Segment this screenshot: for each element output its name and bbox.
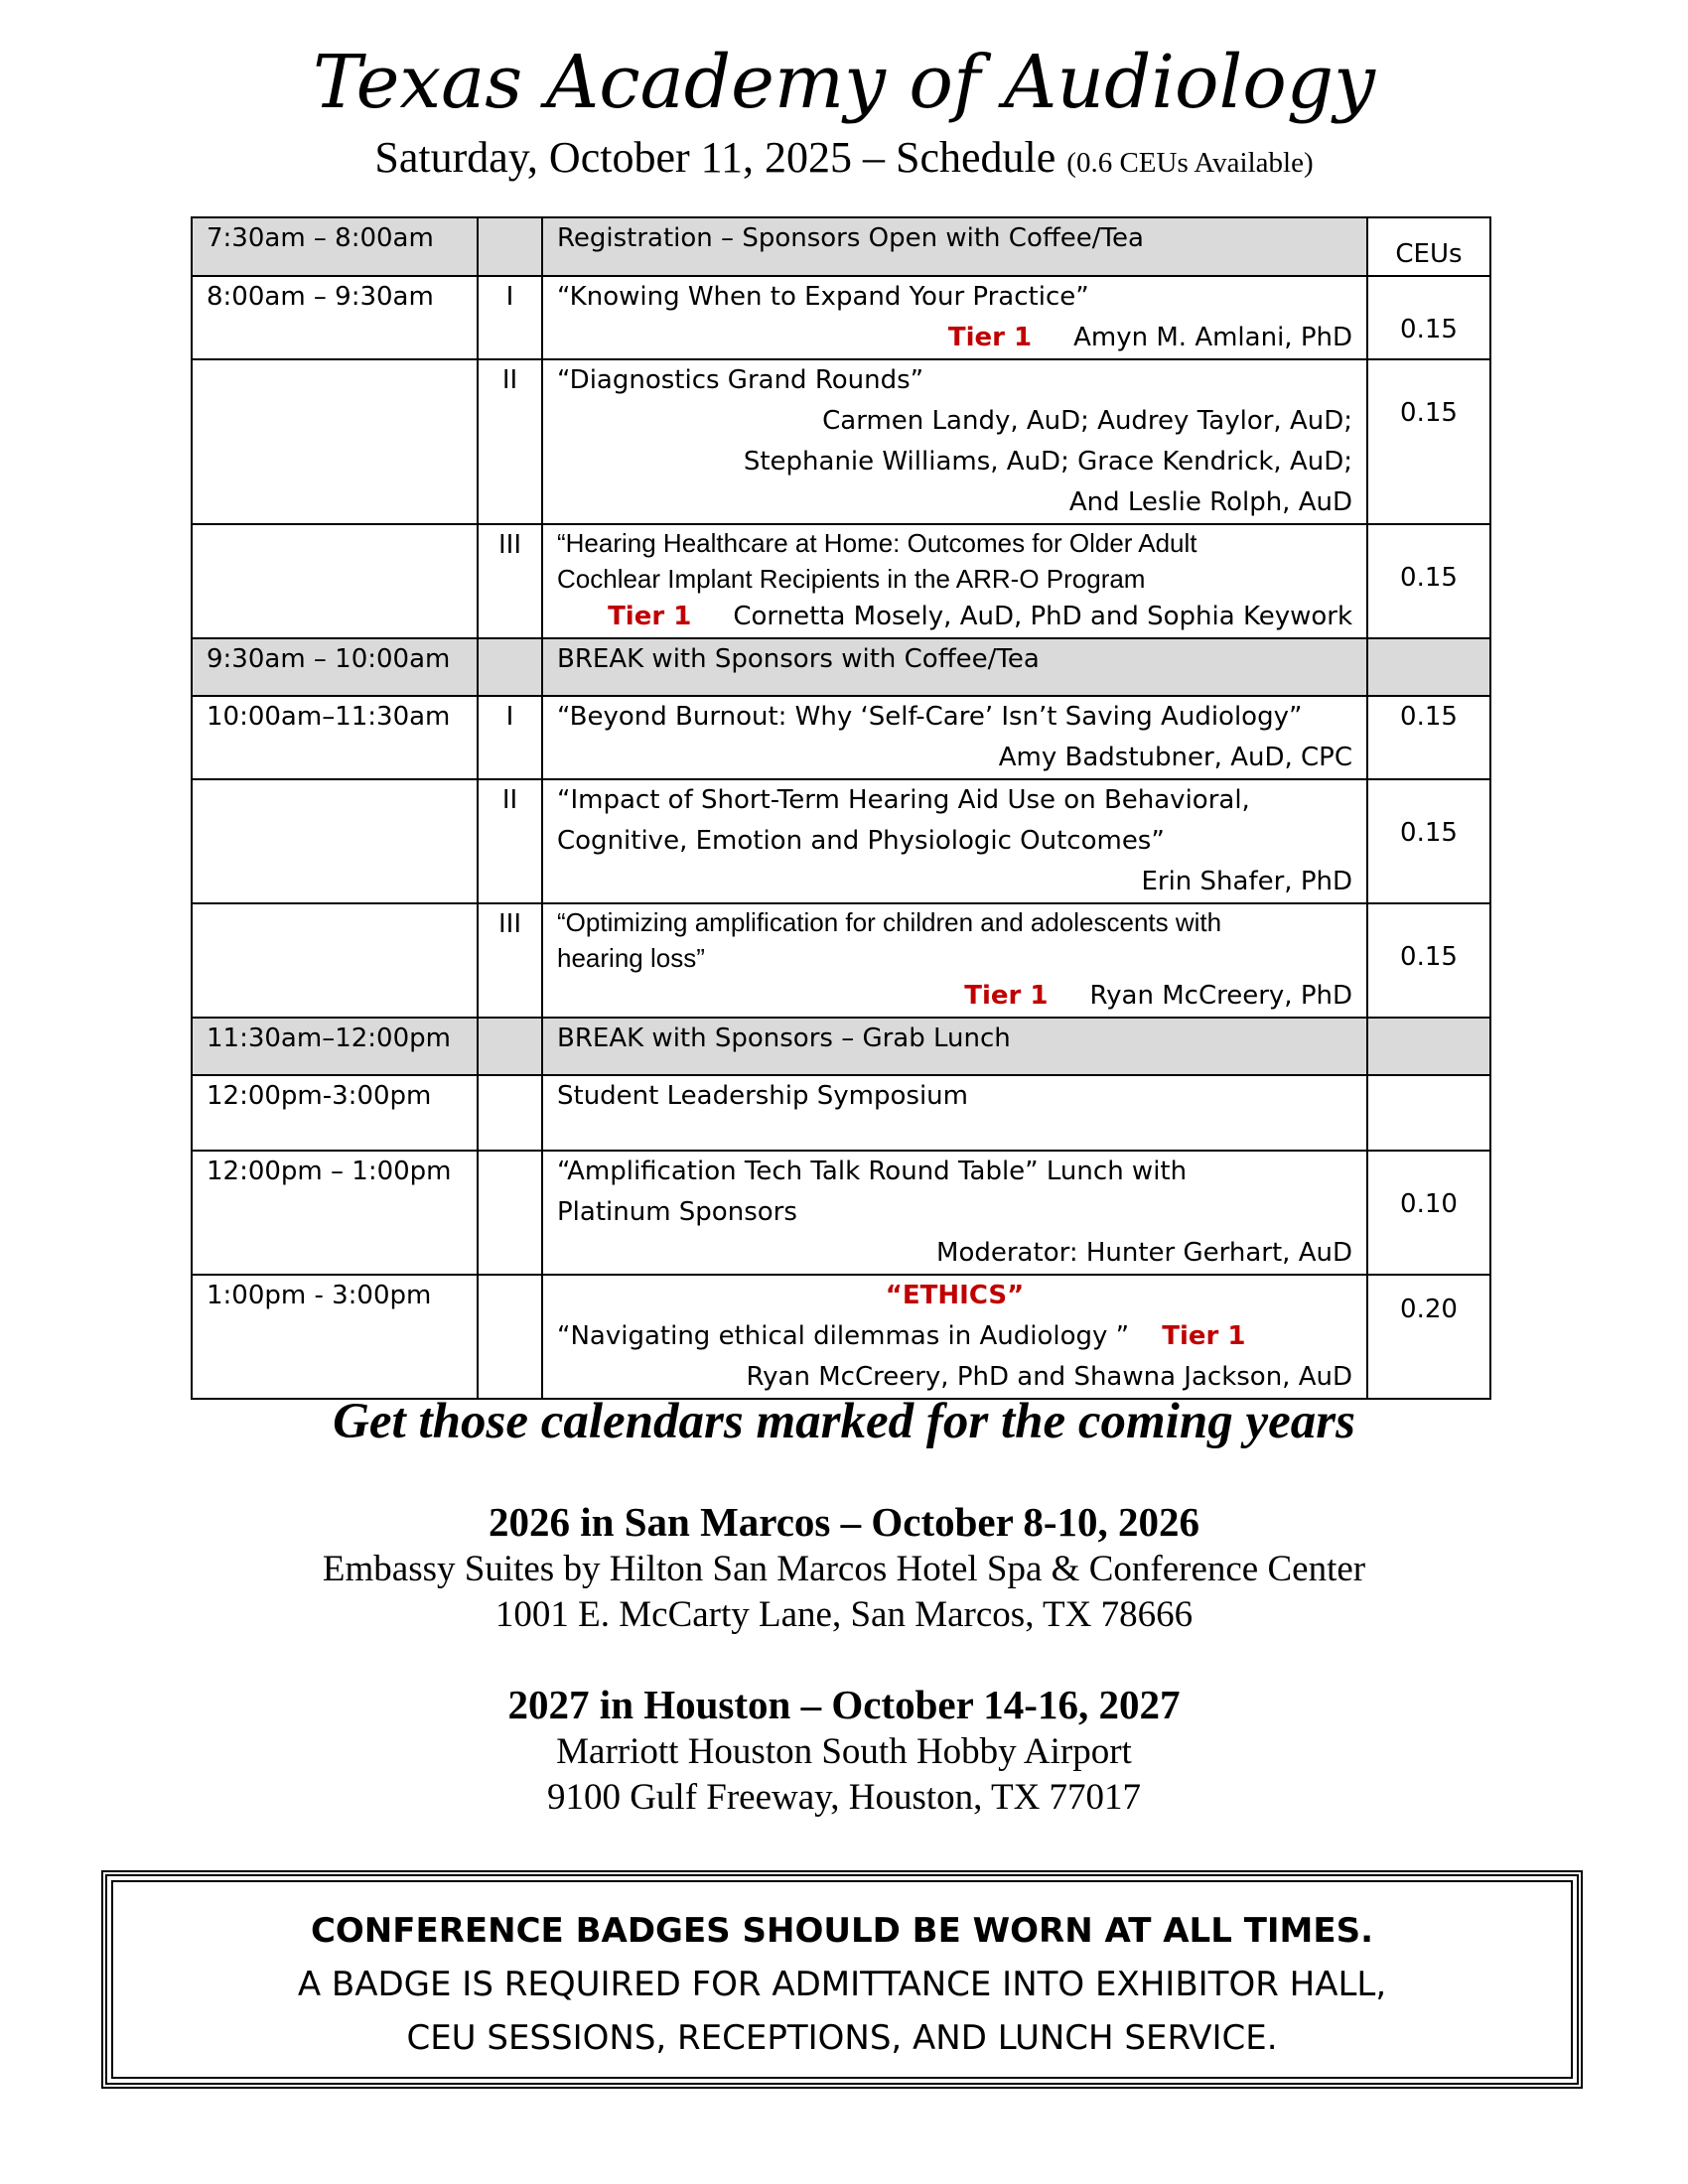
speaker-line [557, 976, 1352, 1017]
session-cell [542, 359, 1367, 524]
ceu-cell: 0.15 [1367, 276, 1490, 359]
calendar-heading: Get those calendars marked for the coming years [333, 1394, 1355, 1449]
time-cell: 9:30am – 10:00am [192, 638, 478, 696]
session-title-line: Platinum Sponsors [557, 1197, 797, 1227]
speaker-line: Stephanie Williams, AuD; Grace Kendrick, AuD; [743, 447, 1352, 477]
time-cell: 12:00pm – 1:00pm [192, 1151, 478, 1275]
speaker-name: Moderator: Hunter Gerhart, AuD [936, 1238, 1352, 1268]
speaker-line [557, 318, 1352, 358]
table-row [192, 524, 1490, 638]
session-cell [542, 1275, 1367, 1399]
time-cell: 8:00am – 9:30am [192, 276, 478, 359]
table-row [192, 276, 1490, 359]
ceu-cell: 0.15 [1367, 903, 1490, 1018]
session-number-cell: II [478, 359, 542, 524]
speaker-name: Amy Badstubner, AuD, CPC [998, 743, 1352, 772]
ethics-label: “ETHICS” [885, 1281, 1025, 1310]
session-title-line: “Impact of Short-Term Hearing Aid Use on Behavioral, [557, 785, 1250, 815]
session-cell: Registration – Sponsors Open with Coffee/Tea [542, 217, 1367, 276]
session-cell: Student Leadership Symposium [542, 1075, 1367, 1151]
table-row [192, 1275, 1490, 1399]
future-meeting-title: 2026 in San Marcos – October 8-10, 2026 [489, 1499, 1199, 1545]
ceu-cell: 0.15 [1367, 696, 1490, 779]
ceu-cell: 0.15 [1367, 779, 1490, 903]
session-number-cell [478, 1151, 542, 1275]
table-row [192, 903, 1490, 1018]
speaker-line: And Leslie Rolph, AuD [1068, 487, 1352, 517]
table-row [192, 217, 1490, 276]
ceu-cell [1367, 1018, 1490, 1075]
future-meeting-2026 [0, 1497, 1688, 1638]
badge-notice-line: CONFERENCE BADGES SHOULD BE WORN AT ALL TIMES. [310, 1911, 1374, 1951]
session-cell [542, 779, 1367, 903]
session-number-cell [478, 1075, 542, 1151]
future-meeting-address: 9100 Gulf Freeway, Houston, TX 77017 [546, 1777, 1142, 1818]
page-subtitle [0, 131, 1688, 190]
badge-notice-line: CEU SESSIONS, RECEPTIONS, AND LUNCH SERVICE. [406, 2018, 1278, 2058]
session-cell [542, 524, 1367, 638]
speaker-name: Cornetta Mosely, AuD, PhD and Sophia Keywork [733, 602, 1352, 631]
future-meeting-title: 2027 in Houston – October 14-16, 2027 [507, 1682, 1181, 1727]
schedule-date: Saturday, October 11, 2025 – Schedule [374, 133, 1056, 182]
page-title: Texas Academy of Audiology [313, 40, 1375, 125]
future-meeting-venue: Embassy Suites by Hilton San Marcos Hotel Spa & Conference Center [322, 1549, 1366, 1589]
session-title-line: Cognitive, Emotion and Physiologic Outcomes” [557, 826, 1165, 856]
session-number-cell [478, 1275, 542, 1399]
tier-badge: Tier 1 [947, 323, 1033, 352]
badge-notice-box [101, 1870, 1583, 2089]
time-cell: 11:30am–12:00pm [192, 1018, 478, 1075]
session-cell [542, 1151, 1367, 1275]
ceu-cell: 0.15 [1367, 524, 1490, 638]
session-number-cell: III [478, 903, 542, 1018]
table-row [192, 779, 1490, 903]
time-cell [192, 903, 478, 1018]
speaker-line [557, 597, 1352, 637]
session-number-cell [478, 1018, 542, 1075]
table-row [192, 1075, 1490, 1151]
badge-notice-line: A BADGE IS REQUIRED FOR ADMITTANCE INTO EXHIBITOR HALL, [297, 1965, 1387, 2004]
ceu-available-note: (0.6 CEUs Available) [1066, 147, 1314, 179]
session-title-line: Cochlear Implant Recipients in the ARR-O Program [557, 564, 1146, 594]
session-title: “Diagnostics Grand Rounds” [557, 365, 924, 395]
session-number-cell: II [478, 779, 542, 903]
time-cell: 12:00pm-3:00pm [192, 1075, 478, 1151]
time-cell: 7:30am – 8:00am [192, 217, 478, 276]
speaker-name: Ryan McCreery, PhD [1089, 981, 1352, 1011]
session-number-cell [478, 217, 542, 276]
session-title: “Knowing When to Expand Your Practice” [557, 282, 1089, 312]
speaker-line: Carmen Landy, AuD; Audrey Taylor, AuD; [822, 406, 1352, 436]
time-cell [192, 359, 478, 524]
session-title: “Beyond Burnout: Why ‘Self-Care’ Isn’t Saving Audiology” [557, 702, 1303, 732]
time-cell: 10:00am–11:30am [192, 696, 478, 779]
ceu-cell: 0.15 [1367, 359, 1490, 524]
session-number-cell [478, 638, 542, 696]
ceu-cell: 0.10 [1367, 1151, 1490, 1275]
table-row [192, 638, 1490, 696]
tier-badge: Tier 1 [608, 602, 692, 631]
speaker-name: Ryan McCreery, PhD and Shawna Jackson, AuD [746, 1362, 1352, 1392]
schedule-table [191, 216, 1491, 1400]
future-meeting-address: 1001 E. McCarty Lane, San Marcos, TX 78666 [494, 1594, 1194, 1635]
session-number-cell: I [478, 276, 542, 359]
tier-badge: Tier 1 [1162, 1321, 1246, 1351]
session-number-cell: I [478, 696, 542, 779]
session-title-line: “Optimizing amplification for children and adolescents with [557, 907, 1222, 937]
tier-badge: Tier 1 [964, 981, 1049, 1011]
session-title: “Navigating ethical dilemmas in Audiology ” [557, 1321, 1130, 1351]
session-title-line: hearing loss” [557, 943, 705, 973]
table-row [192, 1151, 1490, 1275]
ceu-cell [1367, 638, 1490, 696]
future-meeting-venue: Marriott Houston South Hobby Airport [556, 1731, 1132, 1772]
session-title-line [557, 1316, 1352, 1357]
time-cell [192, 779, 478, 903]
session-cell: BREAK with Sponsors with Coffee/Tea [542, 638, 1367, 696]
session-cell [542, 903, 1367, 1018]
ceu-cell [1367, 1075, 1490, 1151]
future-meeting-2027 [0, 1680, 1688, 1821]
speaker-name: Erin Shafer, PhD [1141, 867, 1352, 896]
table-row [192, 359, 1490, 524]
time-cell [192, 524, 478, 638]
session-cell [542, 276, 1367, 359]
session-title-line: “Hearing Healthcare at Home: Outcomes for Older Adult [557, 528, 1197, 558]
session-cell [542, 696, 1367, 779]
ceu-cell: 0.20 [1367, 1275, 1490, 1399]
table-row [192, 696, 1490, 779]
session-title-line: “Amplification Tech Talk Round Table” Lunch with [557, 1157, 1188, 1186]
ceu-header-label: CEUs [1395, 239, 1463, 269]
session-number-cell: III [478, 524, 542, 638]
speaker-name: Amyn M. Amlani, PhD [1073, 323, 1352, 352]
session-cell: BREAK with Sponsors – Grab Lunch [542, 1018, 1367, 1075]
ceu-header [1367, 217, 1490, 276]
time-cell: 1:00pm - 3:00pm [192, 1275, 478, 1399]
table-row [192, 1018, 1490, 1075]
